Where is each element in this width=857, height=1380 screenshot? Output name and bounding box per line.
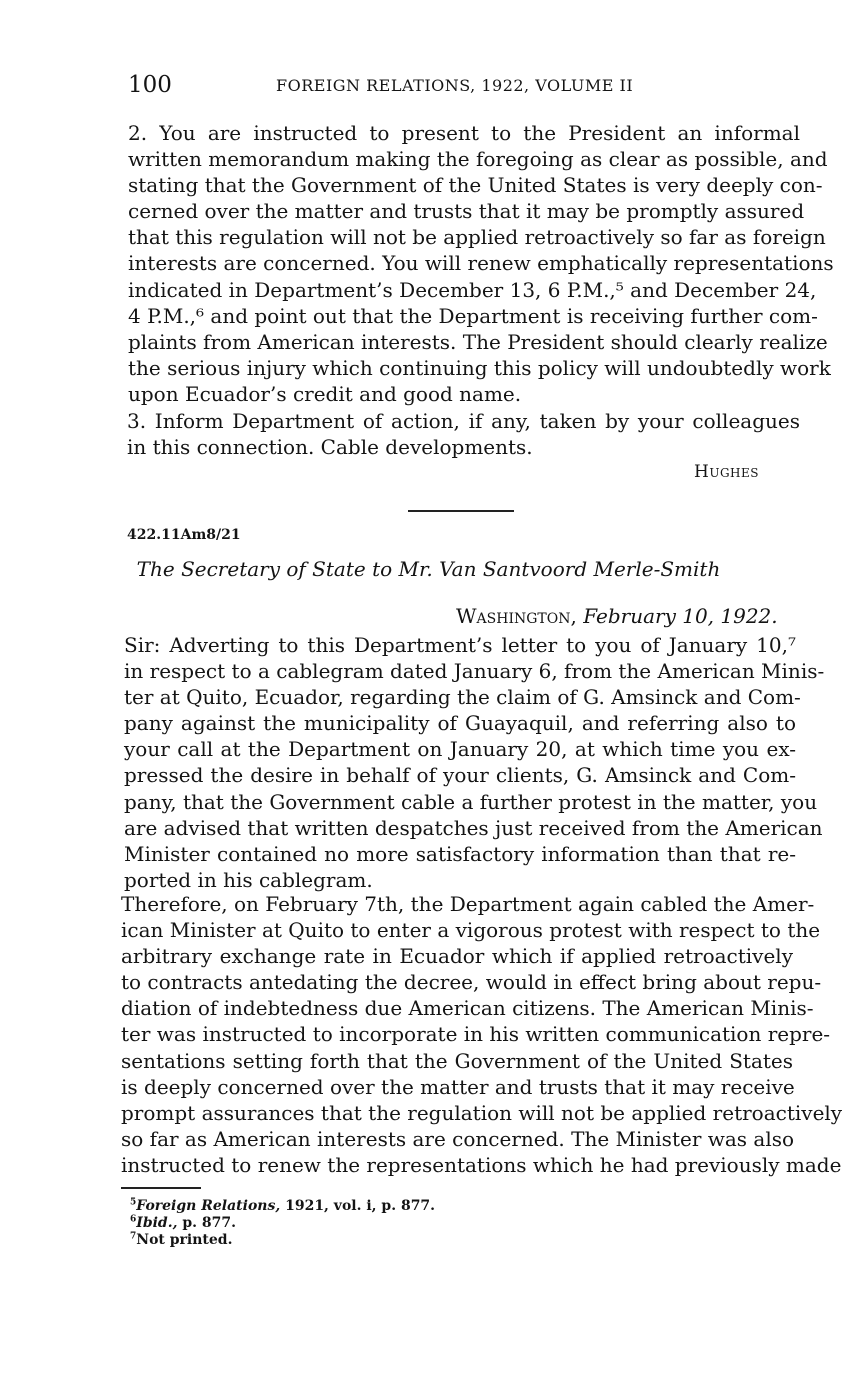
file-number: 422.11Am8/21: [127, 527, 241, 543]
dateline: [456, 604, 778, 628]
footnote-text: 1921, vol. i, p. 877.: [280, 1198, 436, 1214]
text-line: diation of indebtedness due American citizens. The American Minis-: [121, 996, 814, 1021]
page-header: [128, 72, 802, 104]
text-line: ter was instructed to incorporate in his written communication repre-: [121, 1022, 831, 1047]
text-line: prompt assurances that the regulation will not be applied retroactively: [121, 1100, 843, 1125]
text-line: ican Minister at Quito to enter a vigorous protest with respect to the: [121, 918, 821, 943]
text-line: so far as American interests are concerned. The Minister was also: [121, 1126, 795, 1151]
text-line: sentations setting forth that the Government of the United States: [121, 1048, 793, 1073]
text-line: 3. Inform Department of action, if any, taken by your colleagues: [127, 409, 800, 433]
letter-paragraph-1: [124, 632, 825, 893]
footnote: [130, 1232, 435, 1249]
text-line: instructed to renew the representations which he had previously made: [121, 1152, 842, 1177]
text-line: arbitrary exchange rate in Ecuador which if applied retroactively: [121, 944, 793, 969]
text-line: upon Ecuador’s credit and good name.: [128, 381, 522, 406]
text-line: in respect to a cablegram dated January 6, from the American Minis-: [124, 659, 825, 684]
text-line: pressed the desire in behalf of your clients, G. Amsinck and Com-: [124, 763, 796, 788]
text-line: indicated in Department’s December 13, 6 P.M.,⁵ and December 24,: [128, 277, 817, 302]
footnote-italic: Ibid.,: [136, 1215, 178, 1231]
section-divider: [408, 510, 514, 512]
letter-paragraph-2: [121, 891, 843, 1178]
footnote: [130, 1198, 435, 1215]
text-line: 2. You are instructed to present to the President an informal: [128, 121, 800, 145]
text-line: that this regulation will not be applied retroactively so far as foreign: [128, 225, 826, 250]
text-line: Minister contained no more satisfactory information than that re-: [124, 841, 796, 866]
paragraph-3: [127, 408, 800, 460]
paragraph-2: [128, 120, 834, 407]
dateline-date: February 10, 1922.: [583, 604, 778, 628]
footnote-mark: 6: [130, 1214, 137, 1225]
footnote-mark: 7: [130, 1231, 137, 1242]
text-line: to contracts antedating the decree, would in effect bring about repu-: [121, 970, 822, 995]
text-line: Sir: Adverting to this Department’s letter to you of January 10,⁷: [124, 633, 796, 657]
text-line: ter at Quito, Ecuador, regarding the claim of G. Amsinck and Com-: [124, 685, 801, 710]
text-line: plaints from American interests. The President should clearly realize: [128, 329, 828, 354]
text-line: pany, that the Government cable a further protest in the matter, you: [124, 789, 818, 814]
text-line: the serious injury which continuing this policy will undoubtedly work: [128, 355, 831, 380]
dateline-place: Washington,: [456, 604, 577, 628]
text-line: ported in his cablegram.: [124, 867, 373, 892]
footnote-mark: 5: [130, 1197, 137, 1208]
footnote: [130, 1215, 435, 1232]
text-line: pany against the municipality of Guayaquil, and referring also to: [124, 711, 796, 736]
footnote-text: p. 877.: [177, 1215, 236, 1231]
document-title: The Secretary of State to Mr. Van Santvoord Merle-Smith: [136, 557, 721, 581]
footnote-italic: Foreign Relations,: [136, 1198, 281, 1214]
text-line: are advised that written despatches just received from the American: [124, 815, 823, 840]
text-line: 4 P.M.,⁶ and point out that the Department is receiving further com-: [128, 303, 818, 328]
page-number: 100: [128, 72, 172, 98]
signature: Hughes: [694, 462, 759, 482]
text-line: written memorandum making the foregoing as clear as possible, and: [128, 147, 828, 172]
text-line: your call at the Department on January 20, at which time you ex-: [124, 737, 796, 762]
text-line: cerned over the matter and trusts that it may be promptly assured: [128, 199, 805, 224]
text-line: stating that the Government of the United States is very deeply con-: [128, 173, 823, 198]
text-line: in this connection. Cable developments.: [127, 435, 533, 460]
text-line: interests are concerned. You will renew emphatically representations: [128, 251, 834, 276]
running-head: FOREIGN RELATIONS, 1922, VOLUME II: [276, 76, 634, 95]
footnote-divider: [121, 1187, 201, 1189]
text-line: is deeply concerned over the matter and trusts that it may receive: [121, 1074, 795, 1099]
footnote-text: Not printed.: [136, 1232, 233, 1248]
footnotes: [130, 1198, 435, 1249]
text-line: Therefore, on February 7th, the Department again cabled the Amer-: [121, 892, 815, 916]
